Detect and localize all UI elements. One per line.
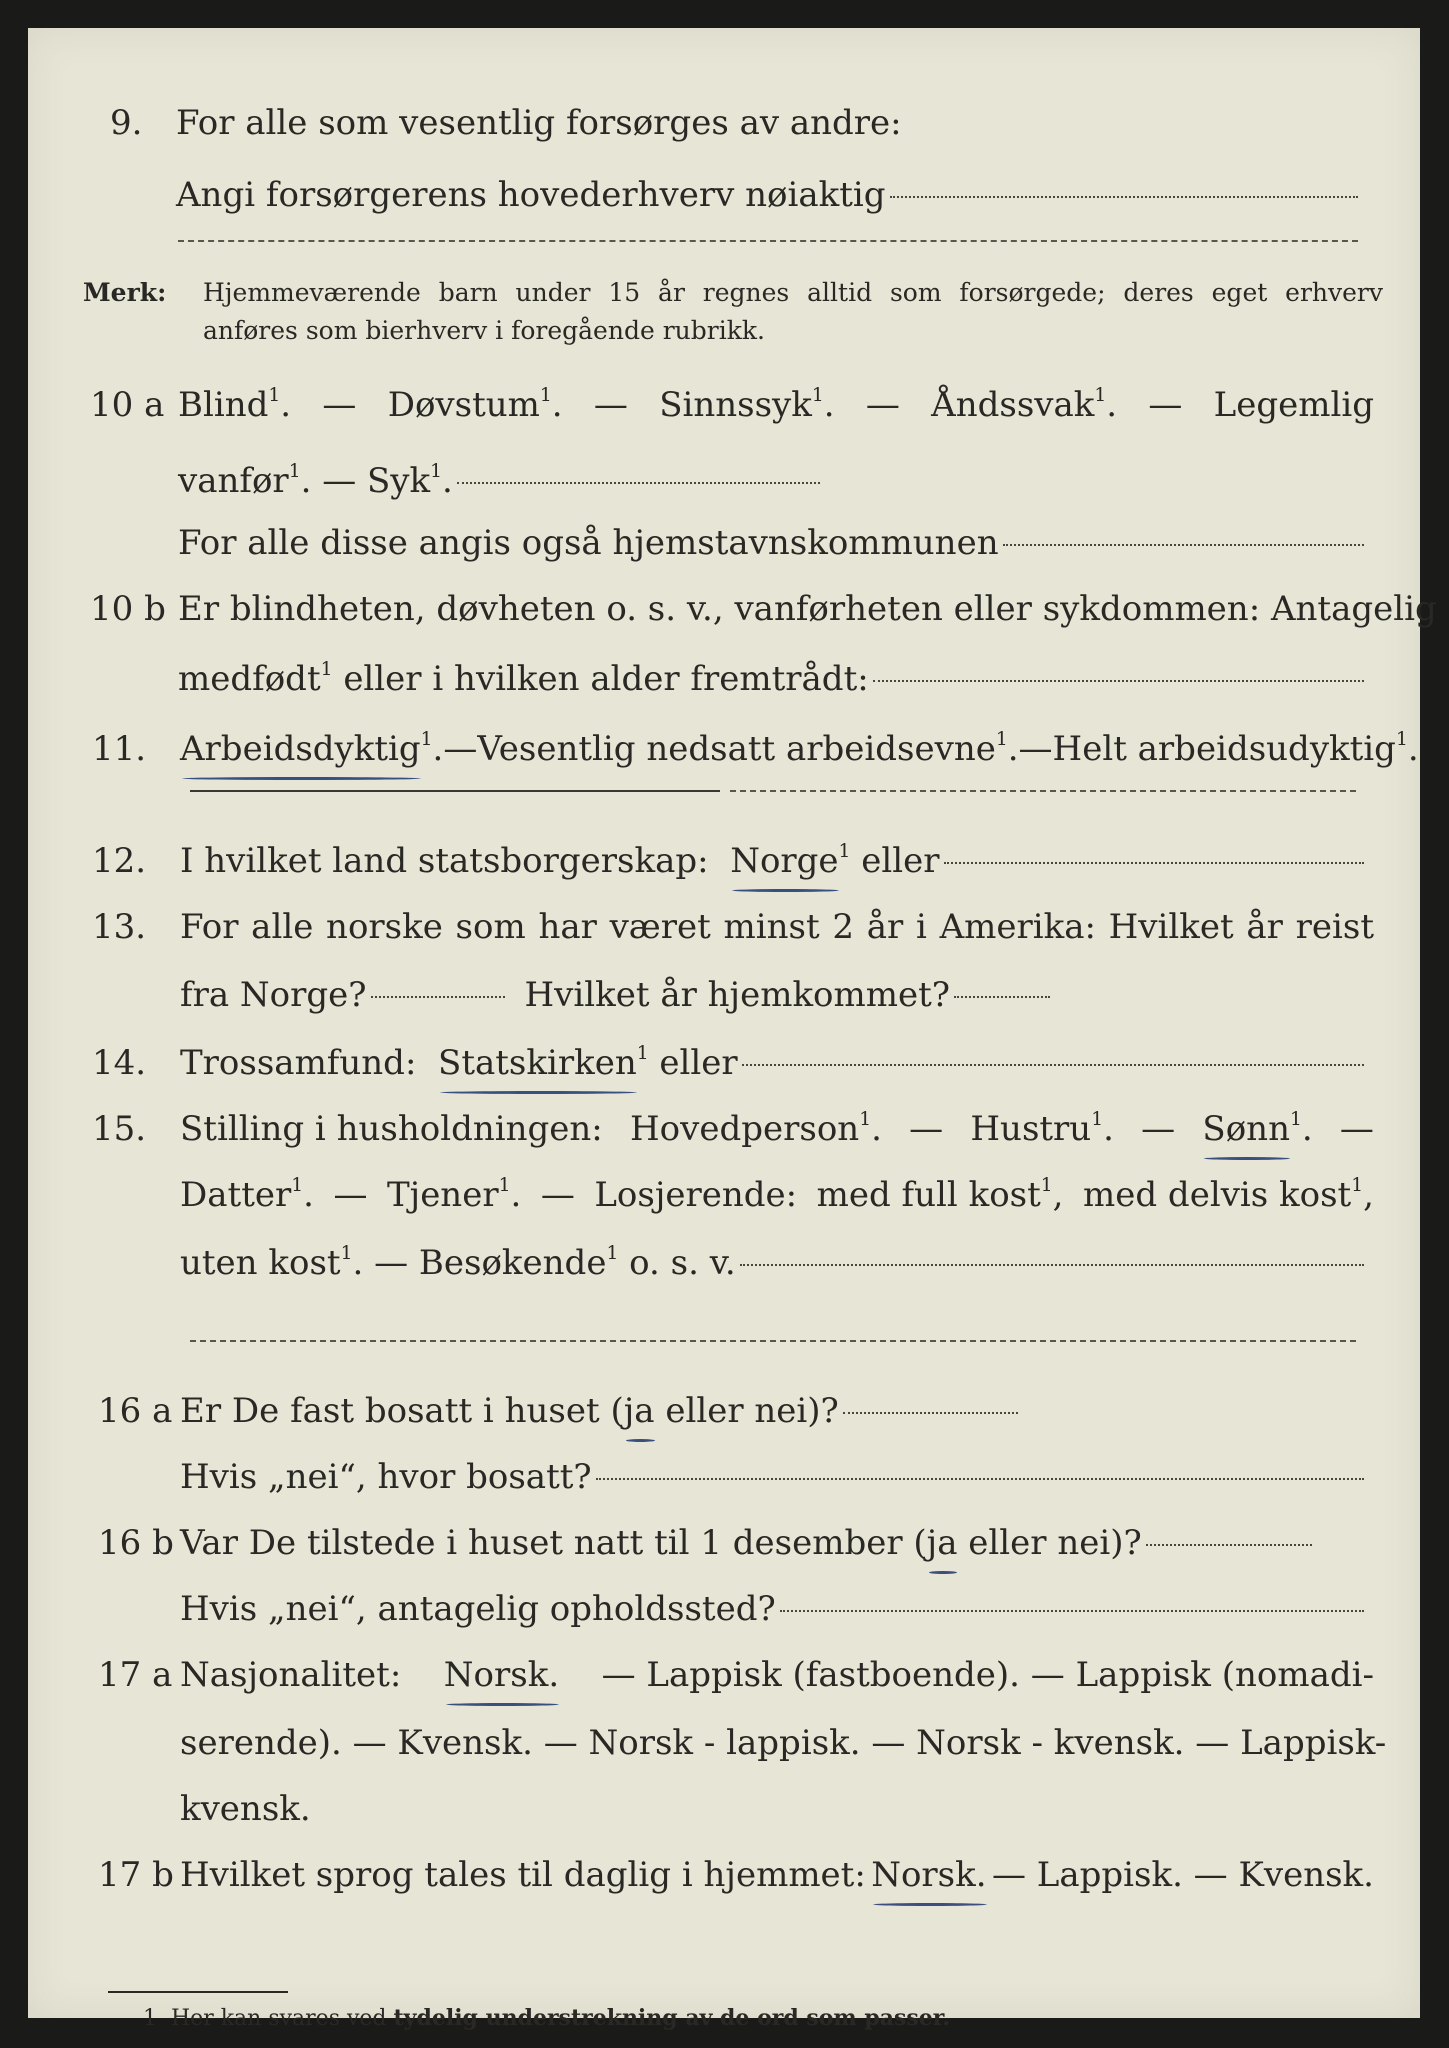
- q15-osv: o. s. v.: [629, 1243, 736, 1283]
- merk-text-2: anføres som bierhverv i foregående rubrikk.: [203, 316, 765, 345]
- q13-line2: [28, 970, 1420, 1020]
- q15-answer-line-2[interactable]: [190, 1340, 1356, 1342]
- q15-number: 15.: [92, 1109, 147, 1149]
- q14-text: Trossamfund:: [180, 1043, 417, 1083]
- q16b-text2: Hvis „nei“, antagelig opholdssted?: [180, 1589, 776, 1629]
- q9-number: 9.: [110, 103, 143, 143]
- q16a-bosatt-dotted-line[interactable]: [596, 1478, 1364, 1480]
- q10a-text3: For alle disse angis også hjemstavnskommunen: [178, 523, 999, 563]
- footnote: [143, 2003, 950, 2034]
- q10a-number: 10 a: [90, 385, 165, 425]
- q16b-number: 16 b: [98, 1523, 174, 1563]
- q10b-number: 10 b: [90, 589, 166, 629]
- q10b-line2: medfødt$^1$ eller i hvilken alder fremtrådt:: [28, 654, 1420, 704]
- q16a-line2: [28, 1452, 1420, 1502]
- q11-number: 11.: [92, 729, 147, 769]
- q15-losjerende: Losjerende:: [594, 1175, 798, 1215]
- q17a-text3: kvensk.: [180, 1789, 311, 1829]
- q15-line3: uten kost$^1$. — Besøkende$^1$ o. s. v.: [28, 1238, 1420, 1288]
- footnote-mark: 1: [143, 2006, 157, 2031]
- q11-answer-line-a[interactable]: [190, 790, 720, 792]
- q15-opt-hovedperson[interactable]: Hovedperson: [630, 1109, 860, 1149]
- q16a-number: 16 a: [98, 1391, 173, 1431]
- q14-answer-dotted-line[interactable]: [742, 1064, 1364, 1066]
- q10a-opt-syk[interactable]: Syk: [367, 461, 431, 501]
- q15-opt-hustru[interactable]: Hustru: [970, 1109, 1092, 1149]
- q16a-text2: Hvis „nei“, hvor bosatt?: [180, 1457, 592, 1497]
- q17b-label: Hvilket sprog tales til daglig i hjemmet:: [180, 1855, 866, 1895]
- footnote-text-b: tydelig understrekning av de ord som passer.: [393, 2005, 951, 2031]
- q15-opt-tjener[interactable]: Tjener: [386, 1175, 499, 1215]
- q13-reist-dotted-line[interactable]: [371, 996, 505, 998]
- q12-opt-norge[interactable]: Norge: [730, 836, 838, 886]
- q17b-line: [28, 1850, 1420, 1900]
- merk-label: Merk:: [83, 278, 167, 307]
- q15-text: Stilling i husholdningen:: [180, 1109, 603, 1149]
- q14-line: 14. Trossamfund: Statskirken$^1$ eller: [28, 1038, 1420, 1088]
- q16b-text1b: eller nei)?: [957, 1523, 1142, 1563]
- q17a-line3: [28, 1784, 1420, 1834]
- q17a-text2: serende). — Kvensk. — Norsk - lappisk. — Norsk - kvensk. — Lappisk-: [180, 1723, 1387, 1763]
- q10b-line1: [28, 584, 1437, 634]
- q9-line2: [28, 170, 1420, 220]
- q10a-opt-vanfor[interactable]: vanfør: [178, 461, 289, 501]
- q16b-text1a: Var De tilstede i huset natt til 1 desember (: [180, 1523, 927, 1563]
- q11-line: 11. Arbeidsdyktig$^1$. — Vesentlig nedsatt arbeidsevne$^1$. — Helt arbeidsudyktig$^1$.: [28, 724, 1420, 774]
- q10a-answer-dotted-line[interactable]: [457, 482, 820, 484]
- q9-answer-dotted-line[interactable]: [890, 196, 1358, 198]
- q17b-opt-norsk[interactable]: Norsk.: [871, 1850, 986, 1900]
- q10b-text: Er blindheten, døvheten o. s. v., vanførheten eller sykdommen: Antagelig: [178, 589, 1437, 629]
- q9-answer-line-2[interactable]: [178, 240, 1358, 242]
- q17b-number: 17 b: [98, 1855, 174, 1895]
- q17a-label: Nasjonalitet:: [180, 1655, 402, 1695]
- q10b-text2: eller i hvilken alder fremtrådt:: [343, 659, 869, 699]
- q16b-opholdssted-dotted-line[interactable]: [780, 1610, 1364, 1612]
- q13-text2b: Hvilket år hjemkommet?: [524, 975, 951, 1015]
- q15-opt-full-kost[interactable]: med full kost: [816, 1175, 1041, 1215]
- q15-opt-datter[interactable]: Datter: [180, 1175, 292, 1215]
- q12-number: 12.: [92, 841, 147, 881]
- footnote-text-a: Her kan svares ved: [171, 2006, 394, 2031]
- q12-eller: eller: [861, 841, 940, 881]
- q9-text: For alle som vesentlig forsørges av andre:: [176, 103, 902, 143]
- q16b-opt-ja[interactable]: ja: [927, 1518, 958, 1568]
- footnote-rule: [108, 1991, 288, 1993]
- q9-text2: Angi forsørgerens hovederhverv nøiaktig: [176, 175, 886, 215]
- q13-text2a: fra Norge?: [180, 975, 367, 1015]
- q15-line1: 15. Stilling i husholdningen: Hovedperson$^1$. — Hustru$^1$. — Sønn$^1$. —: [28, 1104, 1420, 1154]
- q10a-line3: [28, 518, 1420, 568]
- q10a-hjemstavn-dotted-line[interactable]: [1003, 544, 1364, 546]
- q16a-line1: [28, 1386, 1420, 1436]
- q14-eller: eller: [659, 1043, 738, 1083]
- q17a-line1: [28, 1650, 1420, 1700]
- q13-number: 13.: [92, 907, 147, 947]
- q13-hjemkommet-dotted-line[interactable]: [954, 996, 1050, 998]
- q15-opt-delvis-kost[interactable]: med delvis kost: [1083, 1175, 1352, 1215]
- q14-number: 14.: [92, 1043, 147, 1083]
- q16a-opt-ja[interactable]: ja: [624, 1386, 655, 1436]
- q9-line1: [28, 98, 1420, 148]
- q10a-line2: vanfør$^1$. — Syk$^1$.: [28, 456, 1420, 506]
- q10a-opt-sinnssyk[interactable]: Sinnssyk: [659, 385, 812, 425]
- q17a-line2: [28, 1718, 1420, 1768]
- q10a-opt-andssvak[interactable]: Åndssvak: [931, 385, 1095, 425]
- q15-answer-dotted-line[interactable]: [740, 1264, 1364, 1266]
- q15-opt-sonn[interactable]: Sønn: [1202, 1104, 1290, 1154]
- q10a-opt-legemlig[interactable]: Legemlig: [1213, 385, 1374, 425]
- q16a-text1b: eller nei)?: [654, 1391, 839, 1431]
- q16b-answer-dotted-line[interactable]: [1146, 1544, 1312, 1546]
- q13-text: For alle norske som har været minst 2 år i Amerika: Hvilket år reist: [180, 907, 1374, 947]
- q15-opt-besokende[interactable]: Besøkende: [418, 1243, 607, 1283]
- q10b-answer-dotted-line[interactable]: [873, 680, 1364, 682]
- q16b-line1: [28, 1518, 1420, 1568]
- q11-opt-nedsatt[interactable]: Vesentlig nedsatt arbeidsevne: [477, 729, 996, 769]
- q11-opt-udyktig[interactable]: Helt arbeidsudyktig: [1052, 729, 1396, 769]
- q10a-opt-dovstum[interactable]: Døvstum: [387, 385, 540, 425]
- q10a-opt-blind[interactable]: Blind: [178, 385, 269, 425]
- q17a-number: 17 a: [98, 1655, 173, 1695]
- census-form-page: [28, 28, 1437, 2031]
- q11-opt-arbeidsdyktig[interactable]: Arbeidsdyktig: [180, 724, 421, 774]
- q10b-opt-medfodt[interactable]: medfødt: [178, 659, 321, 699]
- q17a-rest1: — Lappisk (fastboende). — Lappisk (nomadi-: [601, 1655, 1374, 1695]
- q16a-text1a: Er De fast bosatt i huset (: [180, 1391, 624, 1431]
- q15-line2: Datter$^1$. — Tjener$^1$. — Losjerende: med full kost$^1$, med delvis kost$^1$,: [28, 1170, 1420, 1220]
- q17a-opt-norsk[interactable]: Norsk.: [444, 1650, 559, 1700]
- q12-line: 12. I hvilket land statsborgerskap: Norge$^1$ eller: [28, 836, 1420, 886]
- q14-opt-statskirken[interactable]: Statskirken: [438, 1038, 637, 1088]
- q17b-rest: — Lappisk. — Kvensk.: [991, 1855, 1374, 1895]
- q13-line1: [28, 902, 1420, 952]
- merk-text-1: Hjemmeværende barn under 15 år regnes alltid som forsørgede; deres eget erhverv: [203, 278, 1383, 307]
- q11-answer-line-b[interactable]: [730, 790, 1356, 792]
- q10a-line1: 10 a Blind$^1$. — Døvstum$^1$. — Sinnssyk$^1$. — Åndssvak$^1$. — Legemlig: [28, 380, 1420, 430]
- q15-opt-uten-kost[interactable]: uten kost: [180, 1243, 341, 1283]
- q16a-answer-dotted-line[interactable]: [843, 1412, 1018, 1414]
- q16b-line2: [28, 1584, 1420, 1634]
- q12-text: I hvilket land statsborgerskap:: [180, 841, 709, 881]
- q12-answer-dotted-line[interactable]: [944, 862, 1365, 864]
